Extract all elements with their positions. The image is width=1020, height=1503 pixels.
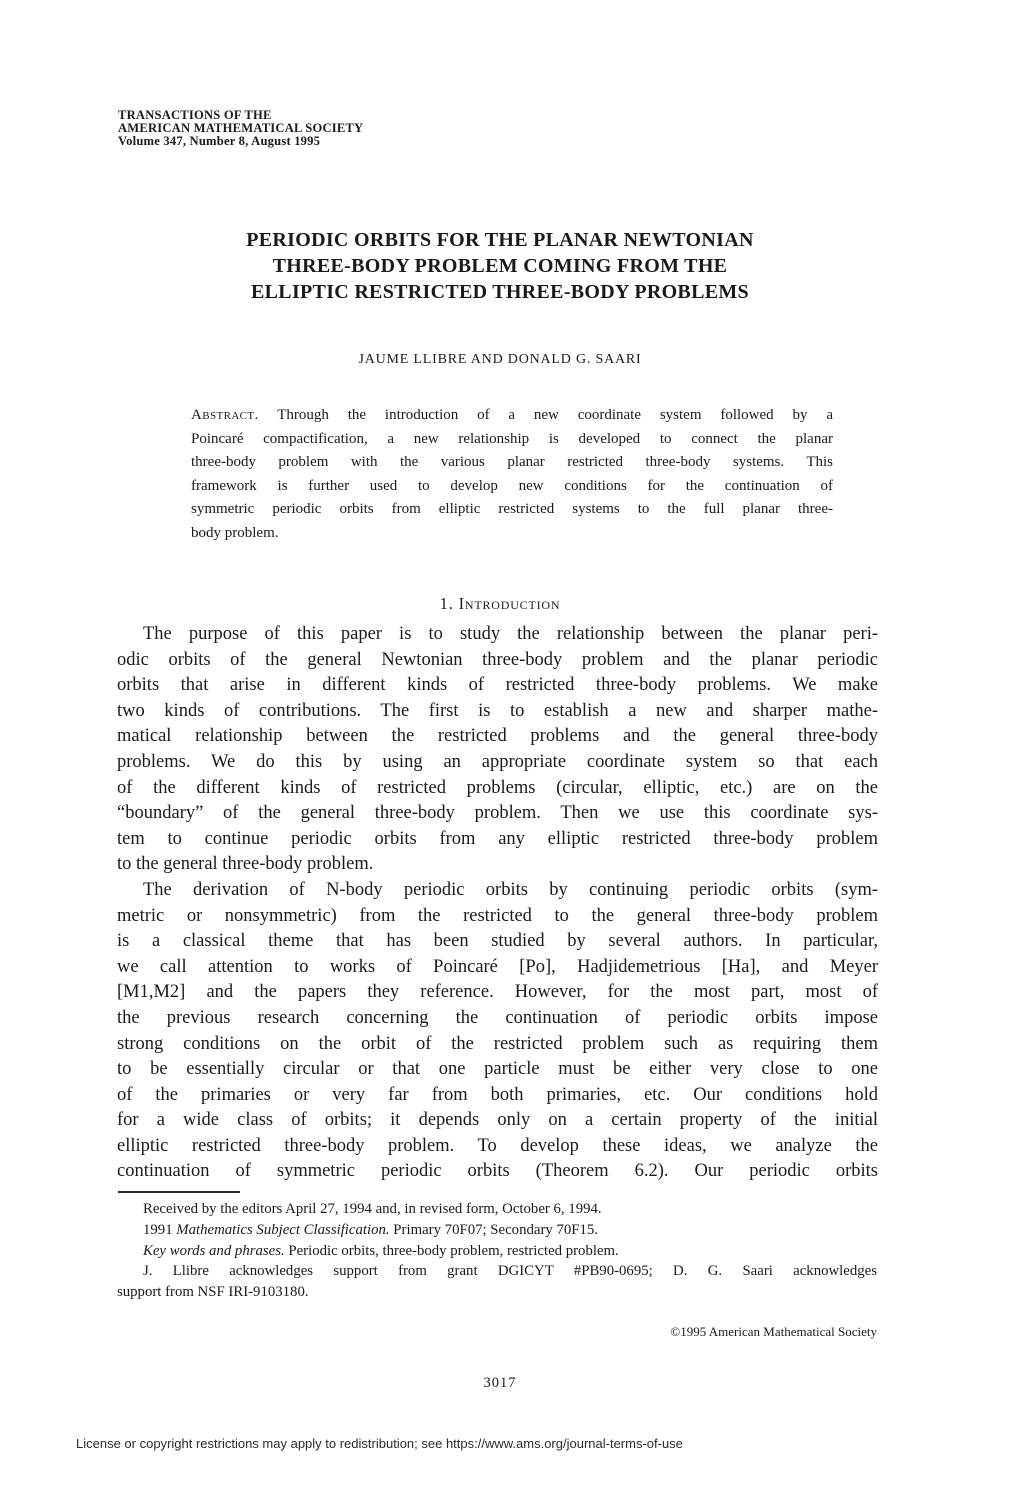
abstract-line: Through the introduction of a new coordinate system followed by a [277,407,833,423]
abstract-section [191,404,833,546]
footnote-keywords-text: Periodic orbits, three-body problem, restricted problem. [284,1242,619,1259]
section-heading: 1. Introduction [439,594,561,613]
abstract-first-line [191,404,833,428]
page-number: 3017 [483,1375,517,1391]
abstract-line: three-body problem with the various planar restricted three-body systems. This [191,454,833,471]
text-line: tem to continue periodic orbits from any elliptic restricted three-body problem [117,828,878,849]
text-line: of the different kinds of restricted problems (circular, elliptic, etc.) are on the [117,777,878,798]
paper-title-line-1: PERIODIC ORBITS FOR THE PLANAR NEWTONIAN [246,229,754,251]
text-line: matical relationship between the restricted problems and the general three-body [117,726,878,747]
footnote-ack-2: support from NSF IRI-9103180. [117,1284,309,1301]
text-line: The derivation of N-body periodic orbits by continuing periodic orbits (sym- [143,879,878,900]
text-line: elliptic restricted three-body problem. To develop these ideas, we analyze the [117,1135,878,1156]
body-text [117,622,878,1185]
footnote-msc-codes: Primary 70F07; Secondary 70F15. [389,1221,598,1238]
paper-title [110,227,890,305]
text-line: continuation of symmetric periodic orbits (Theorem 6.2). Our periodic orbits [117,1161,878,1182]
text-line: odic orbits of the general Newtonian three-body problem and the planar periodic [117,649,878,670]
text-line: is a classical theme that has been studied by several authors. In particular, [117,931,878,952]
abstract-line: Poincaré compactification, a new relationship is developed to connect the planar [191,430,833,447]
text-line: the previous research concerning the continuation of periodic orbits impose [117,1007,878,1028]
text-line: problems. We do this by using an appropriate coordinate system so that each [117,751,878,772]
text-line: “boundary” of the general three-body problem. Then we use this coordinate sys- [117,803,878,824]
license-footer: License or copyright restrictions may apply to redistribution; see https://www.ams.org/journal-terms-of-use [76,1436,683,1451]
journal-name-line-1: TRANSACTIONS OF THE [118,108,272,122]
footnote-received: Received by the editors April 27, 1994 and, in revised form, October 6, 1994. [143,1201,602,1217]
abstract-label: Abstract. [191,407,259,423]
text-line: we call attention to works of Poincaré [Po], Hadjidemetrious [Ha], and Meyer [117,956,878,977]
footnote-keywords [117,1241,877,1262]
footnote-msc-year: 1991 [143,1221,177,1238]
text-line: for a wide class of orbits; it depends only on a certain property of the initial [117,1110,878,1131]
footnote-ack-1: J. Llibre acknowledges support from grant DGICYT #PB90-0695; D. G. Saari acknowledges [143,1263,877,1280]
text-line: [M1,M2] and the papers they reference. However, for the most part, most of [117,982,878,1003]
text-line: to be essentially circular or that one particle must be either very close to one [117,1059,878,1080]
intro-paragraph-2 [117,878,878,1185]
text-line: metric or nonsymmetric) from the restricted to the general three-body problem [117,905,878,926]
footnotes [117,1199,877,1303]
footnote-keywords-label: Key words and phrases. [143,1242,285,1259]
abstract-line: body problem. [191,524,279,541]
journal-header [118,109,363,148]
footnote-separator [118,1191,240,1193]
abstract-line: framework is further used to develop new conditions for the continuation of [191,477,833,494]
footnote-msc-title: Mathematics Subject Classification. [176,1221,390,1238]
journal-volume-line: Volume 347, Number 8, August 1995 [118,133,321,148]
copyright-notice: ©1995 American Mathematical Society [670,1324,877,1339]
journal-name-line-2: AMERICAN MATHEMATICAL SOCIETY [118,120,364,135]
paper-title-line-2: THREE-BODY PROBLEM COMING FROM THE [272,255,728,277]
text-line: to the general three-body problem. [117,854,374,875]
text-line: strong conditions on the orbit of the restricted problem such as requiring them [117,1033,878,1054]
paper-title-line-3: ELLIPTIC RESTRICTED THREE-BODY PROBLEMS [251,281,749,303]
footnote-msc [117,1220,877,1241]
text-line: The purpose of this paper is to study the relationship between the planar peri- [143,624,878,644]
text-line: two kinds of contributions. The first is to establish a new and sharper mathe- [117,700,878,721]
intro-paragraph-1 [117,622,878,878]
text-line: orbits that arise in different kinds of restricted three-body problems. We make [117,675,878,696]
authors-line: JAUME LLIBRE AND DONALD G. SAARI [358,352,642,367]
text-line: of the primaries or very far from both primaries, etc. Our conditions hold [117,1084,878,1105]
abstract-line: symmetric periodic orbits from elliptic restricted systems to the full planar three- [191,501,833,518]
